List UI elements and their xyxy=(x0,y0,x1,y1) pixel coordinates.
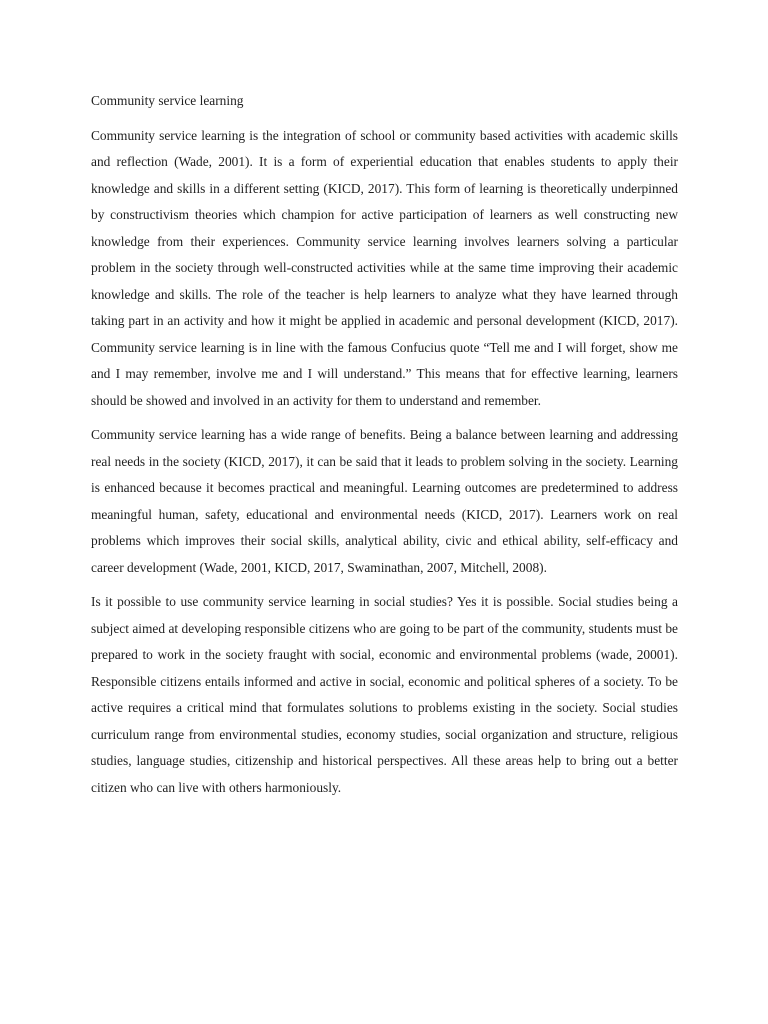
paragraph-benefits: Community service learning has a wide range of benefits. Being a balance between learning and addressing real needs in the society (KICD, 2017), it can be said that it leads to problem solving in the society. Learning is enhanced because it becomes practical and meaningful. Learning outcomes are predetermined to address meaningful human, safety, educational and environmental needs (KICD, 2017). Learners work on real problems which improves their social skills, analytical ability, civic and ethical ability, self-efficacy and career development (Wade, 2001, KICD, 2017, Swaminathan, 2007, Mitchell, 2008). xyxy=(91,427,678,575)
document-heading: Community service learning xyxy=(91,93,244,108)
document-page xyxy=(91,88,678,809)
paragraph-social-studies: Is it possible to use community service learning in social studies? Yes it is possible. Social studies being a subject aimed at developing responsible citizens who are going to be part of the community, students must be prepared to work in the society fraught with social, economic and environmental problems (wade, 20001). Responsible citizens entails informed and active in social, economic and political spheres of a society. To be active requires a critical mind that formulates solutions to problems existing in the society. Social studies curriculum range from environmental studies, economy studies, social organization and structure, religious studies, language studies, citizenship and historical perspectives. All these areas help to bring out a better citizen who can live with others harmoniously. xyxy=(91,594,678,795)
paragraph-definition: Community service learning is the integration of school or community based activities with academic skills and reflection (Wade, 2001). It is a form of experiential education that enables students to apply their knowledge and skills in a different setting (KICD, 2017). This form of learning is theoretically underpinned by constructivism theories which champion for active participation of learners as well constructing new knowledge from their experiences. Community service learning involves learners solving a particular problem in the society through well-constructed activities while at the same time improving their academic knowledge and skills. The role of the teacher is help learners to analyze what they have learned through taking part in an activity and how it might be applied in academic and personal development (KICD, 2017). Community service learning is in line with the famous Confucius quote “Tell me and I will forget, show me and I may remember, involve me and I will understand.” This means that for effective learning, learners should be showed and involved in an activity for them to understand and remember. xyxy=(91,127,678,408)
